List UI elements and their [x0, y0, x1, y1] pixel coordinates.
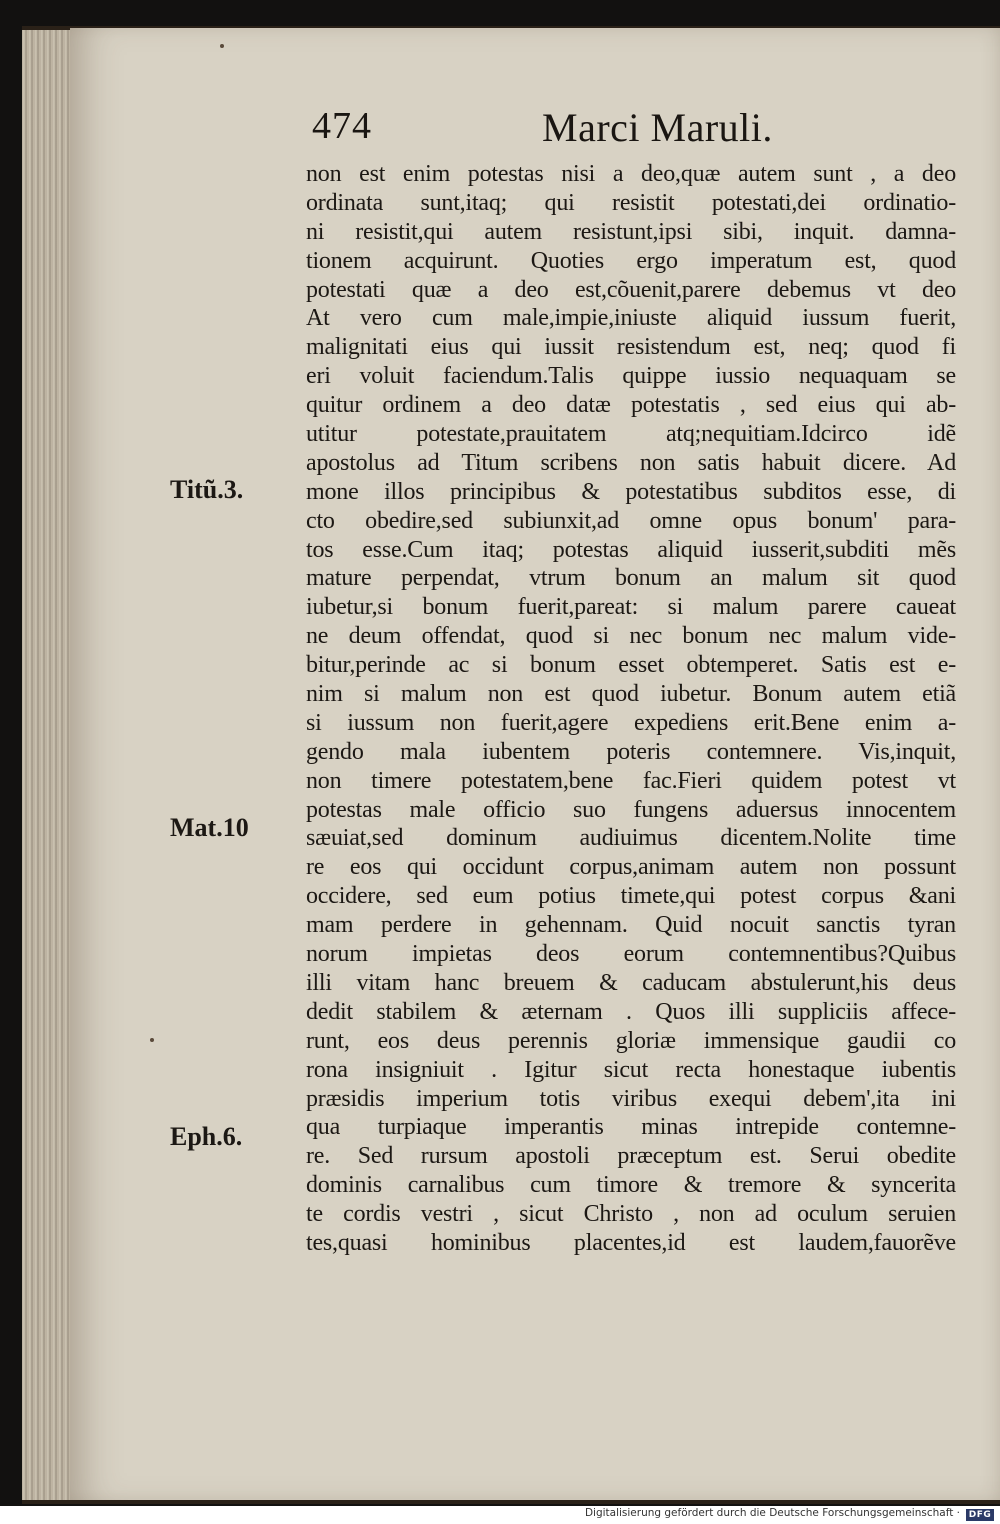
- footer-bar: [0, 1506, 1000, 1524]
- text-line: eri voluit faciendum.Talis quippe iussio nequaquam se: [306, 363, 956, 390]
- text-line: mature perpendat, vtrum bonum an malum sit quod: [306, 565, 956, 592]
- text-line: dedit stabilem & æternam . Quos illi suppliciis affece-: [306, 998, 956, 1025]
- page-edges: [22, 30, 77, 1500]
- body-text: [306, 160, 956, 1258]
- text-line: At vero cum male,impie,iniuste aliquid iussum fuerit,: [306, 305, 956, 332]
- text-line: bitur,perinde ac si bonum esset obtemperet. Satis est e-: [306, 652, 956, 679]
- text-line: gendo mala iubentem poteris contemnere. Vis,inquit,: [306, 738, 956, 765]
- text-line: illi vitam hanc breuem & caducam abstulerunt,his deus: [306, 969, 956, 996]
- text-line: tos esse.Cum itaq; potestas aliquid iusserit,subditi mẽs: [306, 536, 956, 563]
- text-line: iubetur,si bonum fuerit,pareat: si malum parere caueat: [306, 594, 956, 621]
- text-line: tes,quasi hominibus placentes,id est laudem,fauorẽve: [306, 1229, 956, 1256]
- text-line: tionem acquirunt. Quoties ergo imperatum est, quod: [306, 247, 956, 274]
- text-line: mone illos principibus & potestatibus subditos esse, di: [306, 478, 956, 505]
- text-line: rona insigniuit . Igitur sicut recta honestaque iubentis: [306, 1056, 956, 1083]
- text-line: ni resistit,qui autem resistunt,ipsi sibi, inquit. damna-: [306, 218, 956, 245]
- text-line: nim si malum non est quod iubetur. Bonum autem etiã: [306, 681, 956, 708]
- funding-credit: Digitalisierung gefördert durch die Deutsche Forschungsgemeinschaft ·: [584, 1507, 960, 1519]
- text-line: runt, eos deus perennis gloriæ immensique gaudii co: [306, 1027, 956, 1054]
- text-line: quitur ordinem a deo datæ potestatis , sed eius qui ab-: [306, 392, 956, 419]
- ink-speck: [220, 44, 224, 48]
- ink-speck: [150, 1038, 154, 1042]
- text-line: cto obedire,sed subiunxit,ad omne opus bonum' para-: [306, 507, 956, 534]
- text-line: non est enim potestas nisi a deo,quæ autem sunt , a deo: [306, 161, 956, 187]
- text-line: re eos qui occidunt corpus,animam autem non possunt: [306, 854, 956, 881]
- margin-note-ephesians: Eph.6.: [170, 1122, 243, 1151]
- text-line: mam perdere in gehennam. Quid nocuit sanctis tyran: [306, 912, 956, 939]
- text-line: ne deum offendat, quod si nec bonum nec malum vide-: [306, 623, 956, 650]
- text-line: dominis carnalibus cum timore & tremore & syncerita: [306, 1172, 956, 1199]
- text-line: malignitati eius qui iussit resistendum est, neq; quod fi: [306, 334, 956, 361]
- page-number: 474: [312, 105, 372, 147]
- text-line: ordinata sunt,itaq; qui resistit potestati,dei ordinatio-: [306, 189, 956, 216]
- text-line: sæuiat,sed dominum audiuimus dicentem.Nolite time: [306, 825, 956, 852]
- text-line: potestati quæ a deo est,cõuenit,parere debemus vt deo: [306, 276, 956, 303]
- text-line: norum impietas deos eorum contemnentibus?Quibus: [306, 941, 956, 968]
- text-line: qua turpiaque imperantis minas intrepide contemne-: [306, 1114, 956, 1141]
- text-line: præsidis imperium totis viribus exequi debem',ita ini: [306, 1085, 956, 1112]
- margin-note-titus: Titũ.3.: [170, 475, 244, 504]
- text-line: utitur potestate,prauitatem atq;nequitiam.Idcirco idẽ: [306, 421, 956, 448]
- text-line: potestas male officio suo fungens aduersus innocentem: [306, 796, 956, 823]
- text-line: si iussum non fuerit,agere expediens erit.Bene enim a-: [306, 709, 956, 736]
- dfg-logo-icon: DFG: [966, 1509, 994, 1521]
- text-line: te cordis vestri , sicut Christo , non ad oculum seruien: [306, 1201, 956, 1228]
- text-line: non timere potestatem,bene fac.Fieri quidem potest vt: [306, 767, 956, 794]
- text-line: re. Sed rursum apostoli præceptum est. Serui obedite: [306, 1143, 956, 1170]
- margin-note-matthew: Mat.10: [170, 813, 249, 842]
- running-head: Marci Maruli.: [542, 105, 773, 150]
- text-line: occidere, sed eum potius timete,qui potest corpus &ani: [306, 883, 956, 910]
- page-header: [312, 104, 952, 156]
- text-line: apostolus ad Titum scribens non satis habuit dicere. Ad: [306, 449, 956, 476]
